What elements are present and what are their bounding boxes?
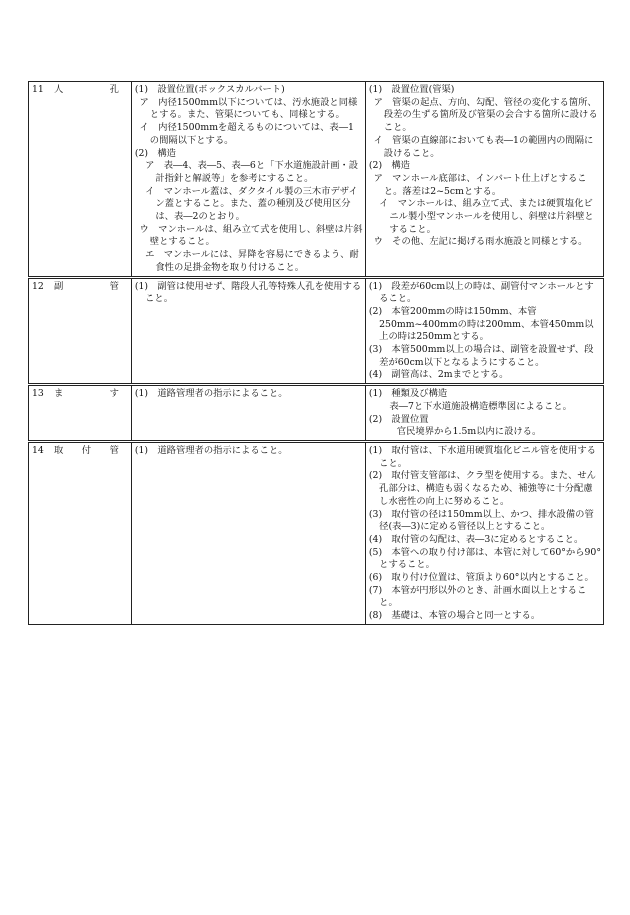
spec-line: (3) 取付管の径は150mm以上、かつ、排水設備の管径(表―3)に定める管径以上とすること。 — [368, 508, 594, 533]
spec-line: ウ マンホールは、組み立て式を使用し、斜壁は片斜壁とすること。 — [139, 223, 363, 248]
item-number: 12 — [32, 280, 44, 292]
item-title-cell — [29, 441, 132, 624]
spec-line: (4) 取付管の勾配は、表―3に定めるとすること。 — [368, 533, 584, 545]
item-name-char: 副 — [54, 280, 64, 292]
item-number: 13 — [32, 388, 44, 400]
spec-line: (1) 設置位置(管渠) — [368, 84, 455, 95]
item-name-char: 取 — [54, 444, 64, 456]
spec-line: (1) 取付管は、下水道用硬質塩化ビニル管を使用すること。 — [368, 444, 596, 469]
item-number: 14 — [32, 444, 44, 456]
spec-table — [28, 81, 604, 625]
spec-line: (2) 本管200mmの時は150mm、本管250mm~400mmの時は200mm、本管450mm以上の時は250mmとする。 — [368, 305, 594, 343]
sewage-facility-cell — [365, 441, 603, 624]
spec-line: 官民境界から1.5m以内に設ける。 — [396, 426, 542, 438]
spec-line: ア 内径1500mm以下については、汚水施設と同様とする。また、管渠についても、同様とする。 — [139, 96, 358, 121]
table-row — [29, 385, 604, 442]
item-name — [54, 84, 129, 97]
spec-line: (8) 基礎は、本管の場合と同一とする。 — [368, 610, 541, 622]
item-title — [32, 84, 129, 97]
table-row — [29, 82, 604, 278]
item-name-char: 付 — [81, 444, 92, 456]
spec-line: (1) 種類及び構造 — [368, 388, 448, 400]
spec-line: (1) 道路管理者の指示によること。 — [134, 388, 288, 400]
item-title-cell — [29, 385, 132, 442]
spec-line: (1) 段差が60cm以上の時は、副管付マンホールとすること。 — [368, 280, 594, 305]
spec-line: イ マンホールは、組み立て式、または硬質塩化ビニル製小型マンホールを使用し、斜壁は片斜壁とすること。 — [379, 198, 594, 235]
spec-line: 表―7と下水道施設構造標準図によること。 — [389, 400, 572, 412]
spec-line: (2) 構造 — [368, 160, 410, 172]
spec-line: (1) 設置位置(ボックスカルバート) — [134, 84, 285, 95]
sewage-facility-cell — [365, 385, 603, 442]
item-name — [54, 445, 129, 458]
spec-line: (6) 取り付け位置は、管頂より60°以内とすること。 — [368, 572, 594, 584]
spec-line: (4) 副管高は、2mまでとする。 — [368, 369, 509, 381]
rain-facility-cell — [131, 277, 365, 385]
rain-facility-cell — [131, 82, 365, 278]
spec-line: エ マンホールには、昇降を容易にできるよう、耐食性の足掛金物を取り付けること。 — [145, 249, 359, 273]
spec-line: (1) 副管は使用せず、階段人孔等特殊人孔を使用すること。 — [134, 280, 362, 305]
spec-line: イ 管渠の直線部においても表―1の範囲内の間隔に設けること。 — [373, 134, 594, 159]
item-title-cell — [29, 277, 132, 385]
item-name-char: す — [109, 388, 119, 400]
item-number: 11 — [32, 84, 44, 95]
item-name-char: ま — [54, 388, 64, 400]
sewage-facility-cell — [365, 82, 603, 278]
spec-line: (7) 本管が円形以外のとき、計画水面以上とすること。 — [368, 584, 587, 609]
spec-line: (2) 構造 — [134, 147, 176, 159]
rain-facility-cell — [131, 441, 365, 624]
item-title-cell — [29, 82, 132, 278]
item-name — [54, 281, 129, 294]
spec-line: ウ その他、左記に掲げる雨水施設と同様とする。 — [373, 236, 588, 248]
item-name-char: 管 — [109, 280, 119, 292]
rain-facility-cell — [131, 385, 365, 442]
spec-line: (1) 道路管理者の指示によること。 — [134, 444, 288, 456]
spec-table-body — [29, 82, 604, 625]
table-row — [29, 441, 604, 624]
spec-line: ア 管渠の起点、方向、勾配、管径の変化する箇所、段差の生ずる箇所及び管渠の会合する箇所に設けること。 — [373, 96, 598, 134]
sewage-facility-cell — [365, 277, 603, 385]
table-row — [29, 277, 604, 385]
spec-table-sheet — [28, 81, 604, 625]
spec-line: (3) 本管500mm以上の場合は、副管を設置せず、段差が60cm以下となるようにすること。 — [368, 344, 594, 368]
item-name-char: 孔 — [109, 84, 119, 95]
spec-line: イ 内径1500mmを超えるものについては、表―1の間隔以下とする。 — [139, 122, 354, 146]
item-name — [54, 388, 129, 401]
spec-line: ア マンホール底部は、インバート仕上げとすること。落差は2~5cmとする。 — [373, 172, 587, 197]
item-name-char: 管 — [109, 444, 119, 456]
item-title — [32, 281, 129, 294]
spec-line: ア 表―4、表―5、表―6と「下水道施設計画・設計指針と解説等」を参考にすること。 — [145, 160, 359, 184]
item-title — [32, 445, 129, 458]
item-title — [32, 388, 129, 401]
spec-line: (5) 本管への取り付け部は、本管に対して60°から90°とすること。 — [368, 546, 601, 571]
spec-line: (2) 設置位置 — [368, 413, 429, 425]
item-name-char: 人 — [54, 84, 64, 95]
spec-line: イ マンホール蓋は、ダクタイル製の三木市デザイン蓋とすること。また、蓋の種別及び使用区分は、表―2のとおり。 — [145, 185, 358, 223]
spec-line: (2) 取付管支管部は、クラ型を使用する。また、せん孔部分は、構造も弱くなるため、補強等に十分配慮し水密性の向上に努めること。 — [368, 470, 596, 507]
